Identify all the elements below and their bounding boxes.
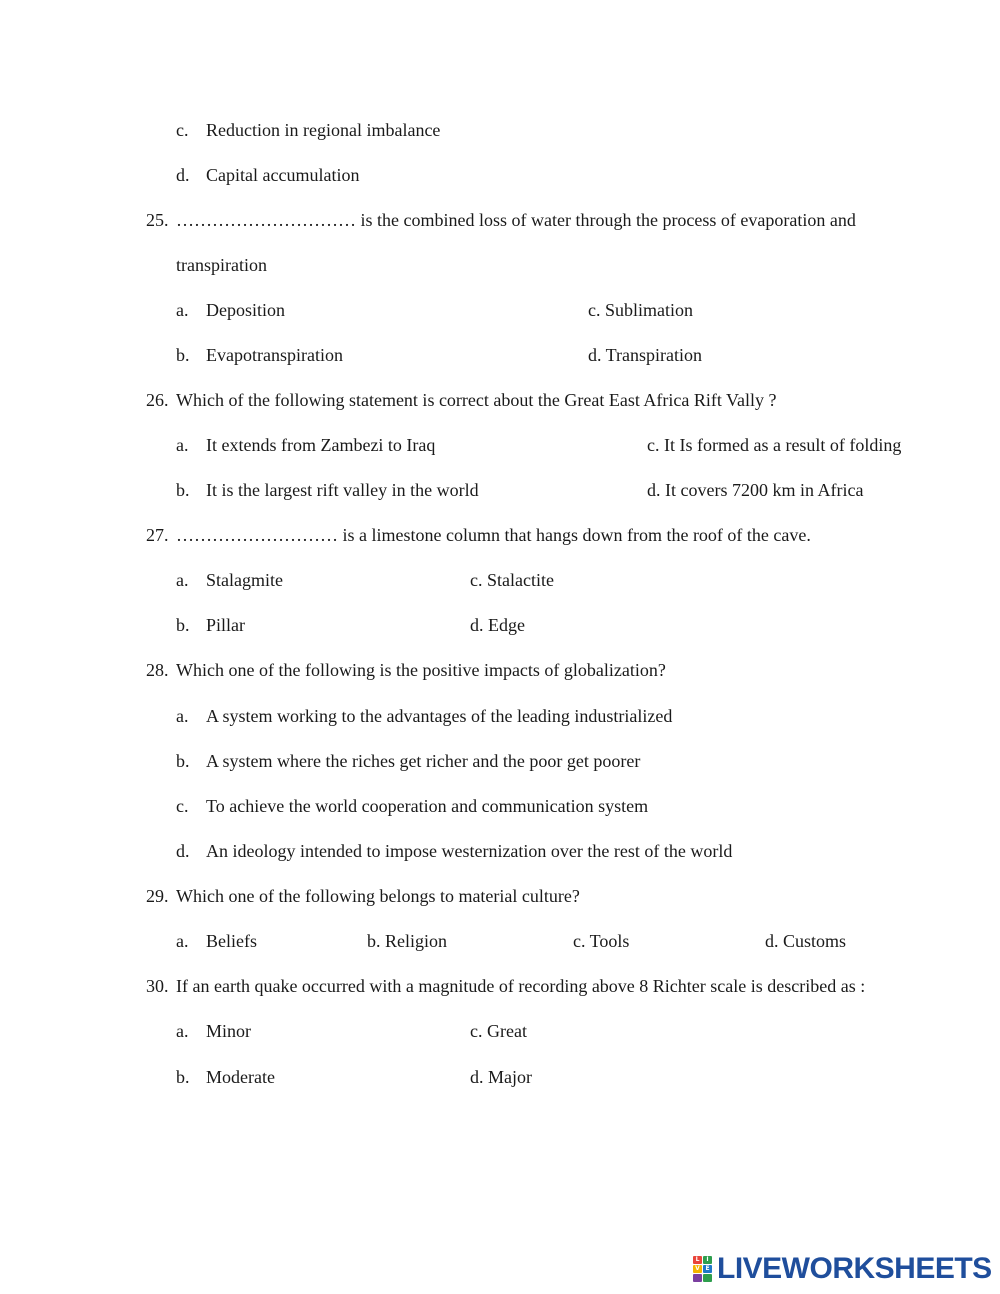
option-text[interactable]: To achieve the world cooperation and communication system — [206, 796, 649, 816]
option-text[interactable]: b. Religion — [367, 931, 447, 951]
option-letter: d. — [176, 165, 190, 185]
option-letter: a. — [176, 1021, 189, 1041]
option-text[interactable]: It extends from Zambezi to Iraq — [206, 435, 436, 455]
logo-text: LIVEWORKSHEETS — [717, 1252, 992, 1285]
option-letter: b. — [176, 615, 190, 635]
question-number: 25. — [146, 210, 169, 230]
option-text[interactable]: A system where the riches get richer and the poor get poorer — [206, 751, 641, 771]
question-text: ……………………… is a limestone column that hangs down from the roof of the cave. — [176, 525, 811, 545]
option-text[interactable]: Stalagmite — [206, 570, 283, 590]
question-text-continued: transpiration — [176, 255, 267, 275]
logo-block — [693, 1274, 702, 1282]
logo-block — [703, 1274, 712, 1282]
option-letter: b. — [176, 1067, 190, 1087]
logo-block: V — [693, 1265, 702, 1273]
question-text: Which of the following statement is correct about the Great East Africa Rift Vally ? — [176, 390, 777, 410]
question-number: 28. — [146, 660, 169, 680]
question-text: Which one of the following belongs to material culture? — [176, 886, 580, 906]
question-number: 27. — [146, 525, 169, 545]
question-text: If an earth quake occurred with a magnitude of recording above 8 Richter scale is described as : — [176, 976, 866, 996]
question-number: 26. — [146, 390, 169, 410]
option-letter: a. — [176, 931, 189, 951]
option-text[interactable]: c. Great — [470, 1021, 527, 1041]
question-number: 29. — [146, 886, 169, 906]
logo-block: E — [703, 1265, 712, 1273]
option-text[interactable]: d. Edge — [470, 615, 525, 635]
option-text[interactable]: c. It Is formed as a result of folding — [647, 435, 902, 455]
option-text[interactable]: c. Sublimation — [588, 300, 693, 320]
option-text[interactable]: A system working to the advantages of the leading industrialized — [206, 706, 673, 726]
option-letter: b. — [176, 751, 190, 771]
logo-mark-icon — [693, 1256, 713, 1282]
option-text[interactable]: Deposition — [206, 300, 285, 320]
option-letter: d. — [176, 841, 190, 861]
question-text: Which one of the following is the positive impacts of globalization? — [176, 660, 666, 680]
logo-block: I — [703, 1256, 712, 1264]
question-text: ………………………… is the combined loss of water through the process of evaporation and — [176, 210, 856, 230]
option-letter: b. — [176, 480, 190, 500]
option-letter: a. — [176, 435, 189, 455]
question-number: 30. — [146, 976, 169, 996]
option-text[interactable]: d. Transpiration — [588, 345, 703, 365]
option-text[interactable]: Capital accumulation — [206, 165, 360, 185]
option-text[interactable]: Moderate — [206, 1067, 275, 1087]
option-text[interactable]: c. Stalactite — [470, 570, 554, 590]
option-text[interactable]: Evapotranspiration — [206, 345, 343, 365]
option-text[interactable]: d. Major — [470, 1067, 532, 1087]
option-text[interactable]: Beliefs — [206, 931, 257, 951]
option-letter: a. — [176, 706, 189, 726]
option-letter: a. — [176, 570, 189, 590]
liveworksheets-logo — [693, 1253, 992, 1285]
option-letter: b. — [176, 345, 190, 365]
option-text[interactable]: Minor — [206, 1021, 251, 1041]
option-letter: c. — [176, 120, 189, 140]
option-text[interactable]: d. Customs — [765, 931, 847, 951]
option-letter: a. — [176, 300, 189, 320]
logo-block: L — [693, 1256, 702, 1264]
option-text[interactable]: d. It covers 7200 km in Africa — [647, 480, 864, 500]
option-text[interactable]: It is the largest rift valley in the world — [206, 480, 479, 500]
option-text[interactable]: Reduction in regional imbalance — [206, 120, 441, 140]
option-text[interactable]: c. Tools — [573, 931, 630, 951]
option-text[interactable]: An ideology intended to impose westernization over the rest of the world — [206, 841, 733, 861]
option-text[interactable]: Pillar — [206, 615, 245, 635]
option-letter: c. — [176, 796, 189, 816]
